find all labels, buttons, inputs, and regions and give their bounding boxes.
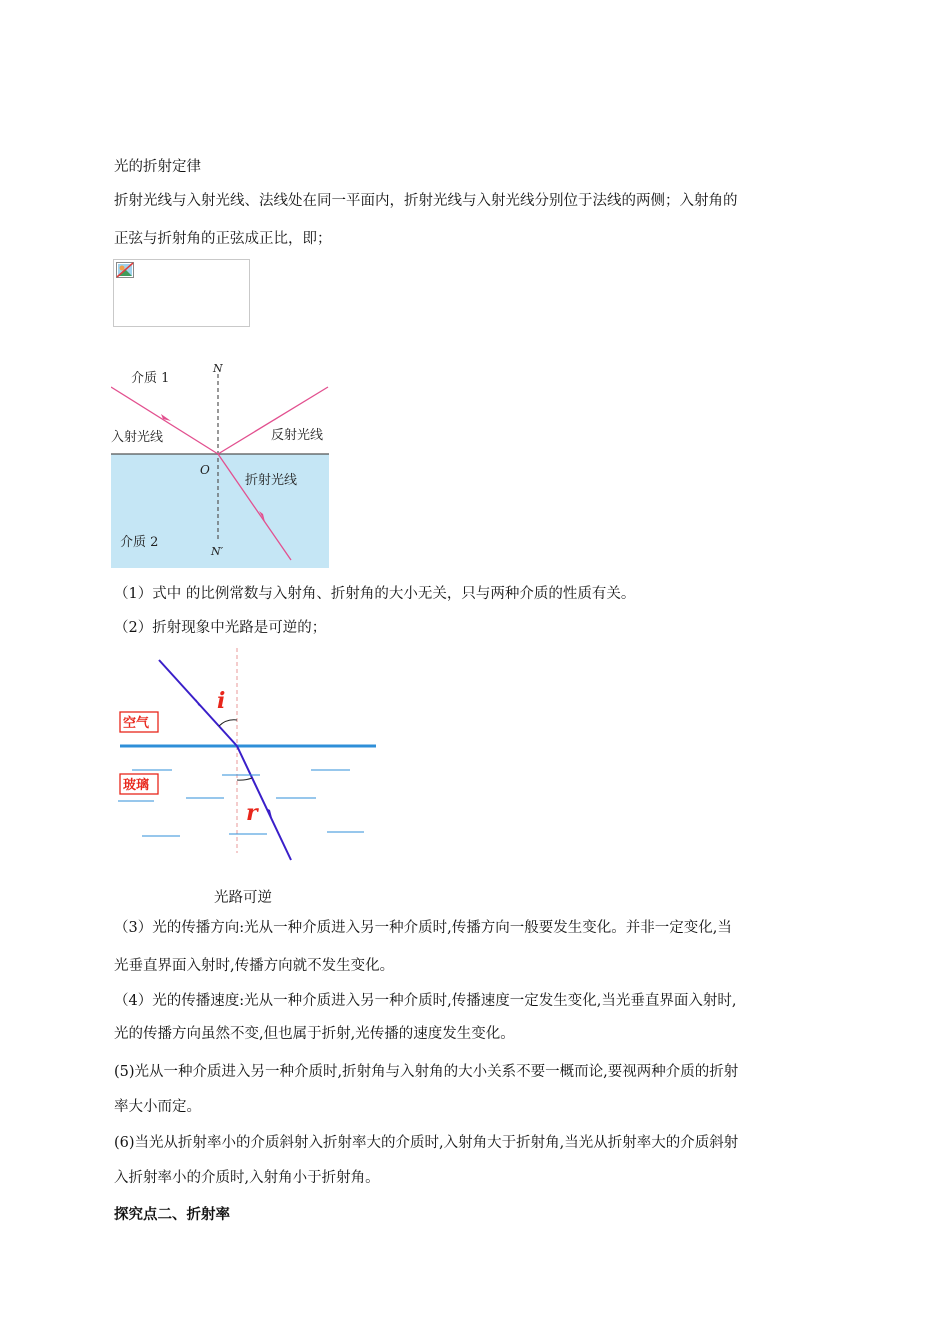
note-2: （2）折射现象中光路是可逆的； — [114, 620, 327, 636]
para-6-line-1: (6)当光从折射率小的介质斜射入折射率大的介质时,入射角大于折射角,当光从折射率大的介质斜射 — [114, 1135, 739, 1151]
broken-image-placeholder — [113, 259, 250, 327]
intro-line-1: 折射光线与入射光线、法线处在同一平面内，折射光线与入射光线分别位于法线的两侧；入射角的 — [114, 193, 738, 209]
para-3-line-2: 光垂直界面入射时,传播方向就不发生变化。 — [114, 958, 395, 974]
reflected-ray — [218, 387, 328, 454]
origin-label: O — [200, 463, 210, 477]
medium2-label: 介质 2 — [120, 535, 159, 550]
section-2-heading: 探究点二、折射率 — [114, 1206, 230, 1223]
refraction-diagram — [111, 360, 329, 568]
refracted-label: 折射光线 — [245, 473, 298, 488]
reflected-label: 反射光线 — [271, 428, 324, 443]
glass-label: 玻璃 — [123, 778, 150, 793]
reversible-path-diagram — [114, 648, 379, 863]
normal-top-label: N — [213, 362, 223, 375]
para-3-line-1: （3）光的传播方向:光从一种介质进入另一种介质时,传播方向一般要发生变化。并非一定变化,当 — [114, 920, 732, 936]
note-1: （1）式中 的比例常数与入射角、折射角的大小无关，只与两种介质的性质有关。 — [114, 586, 636, 602]
para-4-line-2: 光的传播方向虽然不变,但也属于折射,光传播的速度发生变化。 — [114, 1026, 515, 1042]
angle-i-arc — [219, 720, 237, 726]
broken-image-icon — [116, 262, 134, 278]
angle-i-label: i — [217, 688, 226, 714]
para-5-line-2: 率大小而定。 — [114, 1099, 201, 1115]
intro-line-2: 正弦与折射角的正弦成正比，即； — [114, 231, 332, 247]
figure2-caption: 光路可逆 — [214, 890, 272, 906]
air-label: 空气 — [123, 716, 150, 731]
medium1-label: 介质 1 — [131, 371, 170, 386]
reflected-arrow — [274, 413, 284, 421]
angle-r-arc — [237, 778, 252, 780]
angle-r-label: r — [246, 800, 258, 826]
para-5-line-1: (5)光从一种介质进入另一种介质时,折射角与入射角的大小关系不要一概而论,要视两种介质的折射 — [114, 1064, 739, 1080]
para-6-line-2: 入折射率小的介质时,入射角小于折射角。 — [114, 1170, 380, 1186]
section-heading: 光的折射定律 — [114, 159, 201, 175]
para-4-line-1: （4）光的传播速度:光从一种介质进入另一种介质时,传播速度一定发生变化,当光垂直界面入射时, — [114, 993, 737, 1009]
incident-label: 入射光线 — [111, 430, 164, 445]
normal-bottom-label: N′ — [211, 545, 224, 558]
